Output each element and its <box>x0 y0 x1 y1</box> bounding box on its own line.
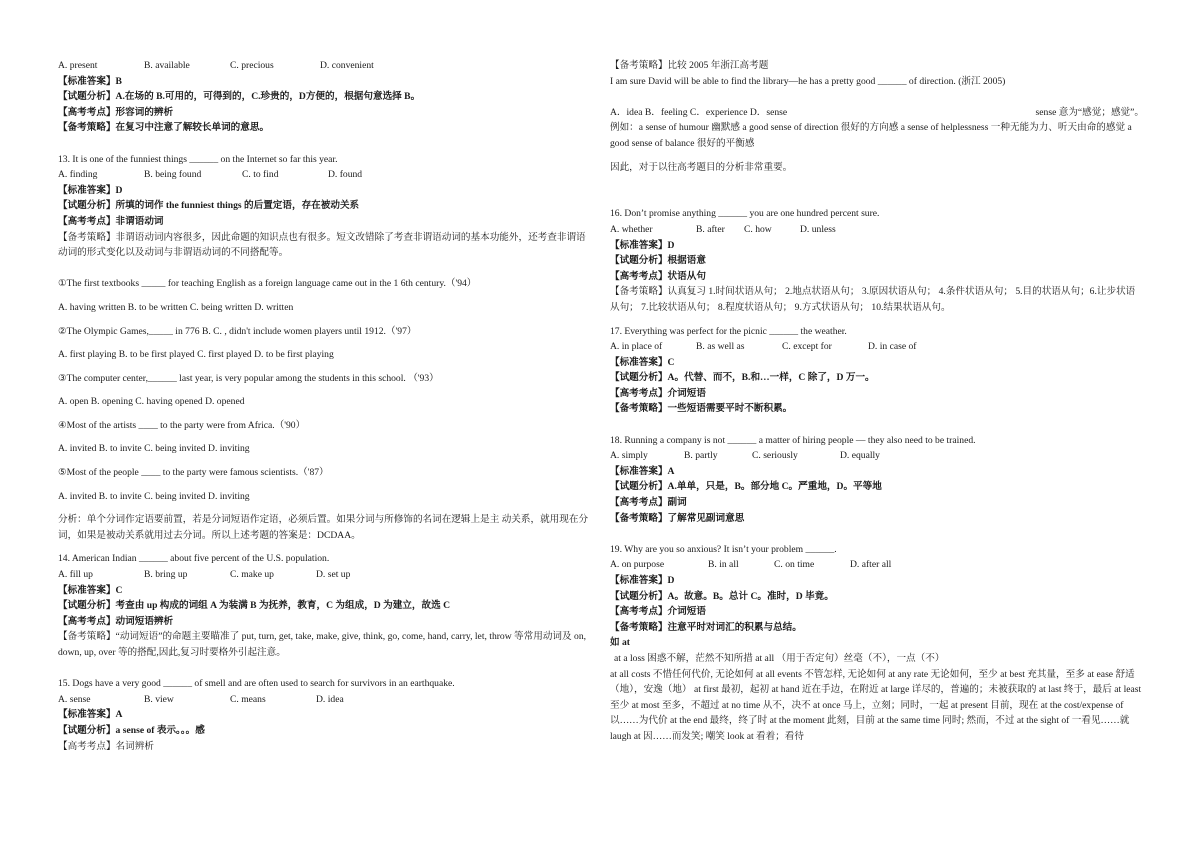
q16-point: 【高考考点】状语从句 <box>610 270 706 282</box>
q15-option-b: B. view <box>144 693 174 705</box>
q18-analysis: 【试题分析】A.单单，只是，B。部分地 C。严重地，D。平等地 <box>610 481 882 493</box>
q16-option-d: D. unless <box>800 223 836 235</box>
q18-options <box>610 448 1144 464</box>
q13-example-3: ③The computer center,______ last year, is very popular among the students in this school. （'93） <box>58 372 439 384</box>
q19-option-a: A. on purpose <box>610 559 665 571</box>
q14-stem: 14. American Indian ______ about five percent of the U.S. population. <box>58 553 330 565</box>
q18-answer: 【标准答案】A <box>610 465 675 477</box>
q12-strategy: 【备考策略】在复习中注意了解较长单词的意思。 <box>58 122 270 134</box>
q17-stem: 17. Everything was perfect for the picnic ______ the weather. <box>610 325 847 337</box>
q13-strategy: 【备考策略】非谓语动词内容很多，因此命题的知识点也有很多。短文改错除了考查非谓语动词的基本功能外，还考查非谓语动词的形式变化以及动词与非谓语动词的不同搭配等。 <box>58 231 586 259</box>
q15-compare-example: I am sure David will be able to find the library—he has a pretty good ______ of direction. (浙江 2005) <box>610 75 1006 87</box>
q19-answer: 【标准答案】D <box>610 575 675 586</box>
q16-options <box>610 222 1144 238</box>
q19-point: 【高考考点】介词短语 <box>610 606 706 618</box>
q19-option-b: B. in all <box>708 559 739 571</box>
q12-options <box>58 58 592 74</box>
q18-stem: 18. Running a company is not ______ a matter of hiring people — they also need to be trained. <box>610 434 976 446</box>
q15-option-d: D. idea <box>316 693 344 705</box>
q18-option-c: C. seriously <box>752 450 798 462</box>
q14-answer: 【标准答案】C <box>58 584 123 596</box>
q15-option-c: C. means <box>230 693 266 705</box>
q13-example-5-options: A. invited B. to invite C. being invited D. inviting <box>58 490 250 502</box>
q16-option-a: A. whether <box>610 223 653 235</box>
q13-example-3-options: A. open B. opening C. having opened D. opened <box>58 396 245 408</box>
q14-point: 【高考考点】动词短语辨析 <box>58 615 174 627</box>
q18-option-b: B. partly <box>684 450 718 462</box>
q18-option-a: A. simply <box>610 450 648 462</box>
q16-option-c: C. how <box>744 223 772 235</box>
q13-example-2: ②The Olympic Games,_____ in 776 B. C. , didn't include women players until 1912.（'97） <box>58 325 417 337</box>
q12-analysis: 【试题分析】A.在场的 B.可用的，可得到的，C.珍贵的，D方便的，根据句意选择 B。 <box>58 91 421 103</box>
q19-at-heading: 如 at <box>610 637 630 649</box>
q13-example-4: ④Most of the artists ____ to the party were from Africa.（'90） <box>58 419 306 431</box>
q12-option-a: A. present <box>58 60 98 71</box>
right-column <box>610 58 1144 745</box>
q13-option-a: A. finding <box>58 169 98 181</box>
q17-analysis: 【试题分析】A。代替、而不，B.和…一样，C 除了，D 万一。 <box>610 372 875 384</box>
q12-option-b: B. available <box>144 60 190 71</box>
q13-analysis: 【试题分析】所填的词作 the funniest things 的后置定语，存在被动关系 <box>58 200 360 212</box>
q12-answer: 【标准答案】B <box>58 75 122 87</box>
q19-stem: 19. Why are you so anxious? It isn’t your problem ______. <box>610 543 837 555</box>
q14-option-c: C. make up <box>230 569 274 581</box>
q18-point: 【高考考点】副词 <box>610 497 687 509</box>
q13-example-4-options: A. invited B. to invite C. being invited D. inviting <box>58 443 250 455</box>
q16-option-b: B. after <box>696 223 725 235</box>
q17-point: 【高考考点】介词短语 <box>610 387 706 399</box>
q19-option-c: C. on time <box>774 559 815 571</box>
q14-analysis: 【试题分析】考查由 up 构成的词组 A 为装满 B 为抚养，教育，C 为组成，D 为建立，故选 C <box>58 600 451 612</box>
q13-stem: 13. It is one of the funniest things ______ on the Internet so far this year. <box>58 153 338 165</box>
q19-analysis: 【试题分析】A。故意。B。总计 C。准时，D 毕竟。 <box>610 590 834 602</box>
q17-strategy: 【备考策略】一些短语需要平时不断积累。 <box>610 403 793 415</box>
q13-option-c: C. to find <box>242 169 279 181</box>
q17-options <box>610 339 1144 355</box>
q15-stem: 15. Dogs have a very good ______ of smell and are often used to search for survivors in an earthquake. <box>58 678 455 690</box>
q14-option-d: D. set up <box>316 569 351 581</box>
q14-option-a: A. fill up <box>58 569 93 581</box>
q19-options <box>610 557 1144 573</box>
q18-strategy: 【备考策略】了解常见副词意思 <box>610 512 745 524</box>
q15-strategy: 【备考策略】比较 2005 年浙江高考题 <box>610 60 769 71</box>
q15-sense-note-head: sense 意为“感觉；感觉”。 <box>1035 106 1144 118</box>
q16-stem: 16. Don’t promise anything ______ you are one hundred percent sure. <box>610 208 880 220</box>
q15-option-a: A. sense <box>58 693 91 705</box>
q13-answer: 【标准答案】D <box>58 184 123 196</box>
q18-option-d: D. equally <box>840 450 880 462</box>
q12-point: 【高考考点】形容词的辨析 <box>58 106 174 118</box>
q17-answer: 【标准答案】C <box>610 356 675 368</box>
q13-option-d: D. found <box>328 169 363 181</box>
q16-analysis: 【试题分析】根据语意 <box>610 255 706 267</box>
q17-option-d: D. in case of <box>868 341 917 353</box>
q15-options <box>58 692 592 708</box>
q16-answer: 【标准答案】D <box>610 239 675 251</box>
q13-example-1-options: A. having written B. to be written C. being written D. written <box>58 301 294 313</box>
q15-point: 【高考考点】名词辨析 <box>58 740 154 752</box>
q14-options <box>58 567 592 583</box>
q15-analysis: 【试题分析】a sense of 表示。。。感 <box>58 724 205 736</box>
q14-strategy: 【备考策略】“动词短语”的命题主要瞄准了 put, turn, get, take, make, give, think, go, come, hand, carry, let, throw 等常用动词及 on, down, up, over 等的搭配,因此,复习时要格外引起注意。 <box>58 631 587 658</box>
q13-example-5: ⑤Most of the people ____ to the party were famous scientists.（'87） <box>58 467 329 479</box>
q13-example-2-options: A. first playing B. to be first played C. first played D. to be first playing <box>58 349 334 361</box>
q13-summary: 分析：单个分词作定语要前置，若是分词短语作定语，必须后置。如果分词与所修饰的名词在逻辑上是主 动关系，就用现在分词，如果是被动关系就用过去分词。所以上述考题的答案是：DCDAA。 <box>58 514 589 541</box>
q19-at-list: at all costs 不惜任何代价, 无论如何 at all events 不管怎样, 无论如何 at any rate 无论如何，至少 at best 充其量，至多 at ease 舒适（地），安逸（地） at first 最初，起初 at hand 近在手边，在附近 at large 详尽的，普遍的；未被获取的 at last 终于，最后 at least 至少 at most 至多，不超过 at no time 从不，决不 at once 马上，立刻；同时，一起 at present 目前，现在 at the cost/expense of 以……为代价 at the end 最终，终了时 at the moment 此刻，目前 at the same time 同时; 然而，不过 at the sight of 一看见……就 laugh at 因……而发笑; 嘲笑 look at 看着；看待 <box>610 668 1142 742</box>
q13-options <box>58 167 592 183</box>
q12-option-c: C. precious <box>230 60 274 71</box>
q15-compare-options-text: A．idea B．feeling C．experience D．sense <box>610 106 788 118</box>
q14-option-b: B. bring up <box>144 569 188 581</box>
q13-example-1: ①The first textbooks _____ for teaching English as a foreign language came out in the 1 6th century.（'94） <box>58 278 477 290</box>
q17-option-c: C. except for <box>782 341 832 353</box>
q17-option-b: B. as well as <box>696 341 745 353</box>
q19-option-d: D. after all <box>850 559 892 571</box>
q19-at-list-first: at a loss 困惑不解，茫然不知所措 at all （用于否定句）丝毫（不），一点（不） <box>614 652 945 664</box>
q13-option-b: B. being found <box>144 169 202 181</box>
q19-strategy: 【备考策略】注意平时对词汇的积累与总结。 <box>610 621 802 633</box>
q15-answer: 【标准答案】A <box>58 709 123 721</box>
q16-strategy: 【备考策略】认真复习 1.时间状语从句； 2.地点状语从句； 3.原因状语从句； 4.条件状语从句； 5.目的状语从句；6.让步状语从句； 7.比较状语从句； 8.程度状语从句； 9.方式状语从句； 10.结果状语从句。 <box>610 286 1136 313</box>
q13-point: 【高考考点】非谓语动词 <box>58 215 164 227</box>
q15-compare-options <box>610 105 1144 121</box>
q15-sense-examples: 例如：a sense of humour 幽默感 a good sense of direction 很好的方向感 a sense of helplessness 一种无能为力、听天由命的感觉 a good sense of balance 很好的平衡感 <box>610 122 1132 149</box>
q17-option-a: A. in place of <box>610 341 663 353</box>
q15-conclusion: 因此，对于以往高考题目的分析非常重要。 <box>610 161 793 173</box>
q12-option-d: D. convenient <box>320 60 374 71</box>
left-column <box>58 58 592 754</box>
